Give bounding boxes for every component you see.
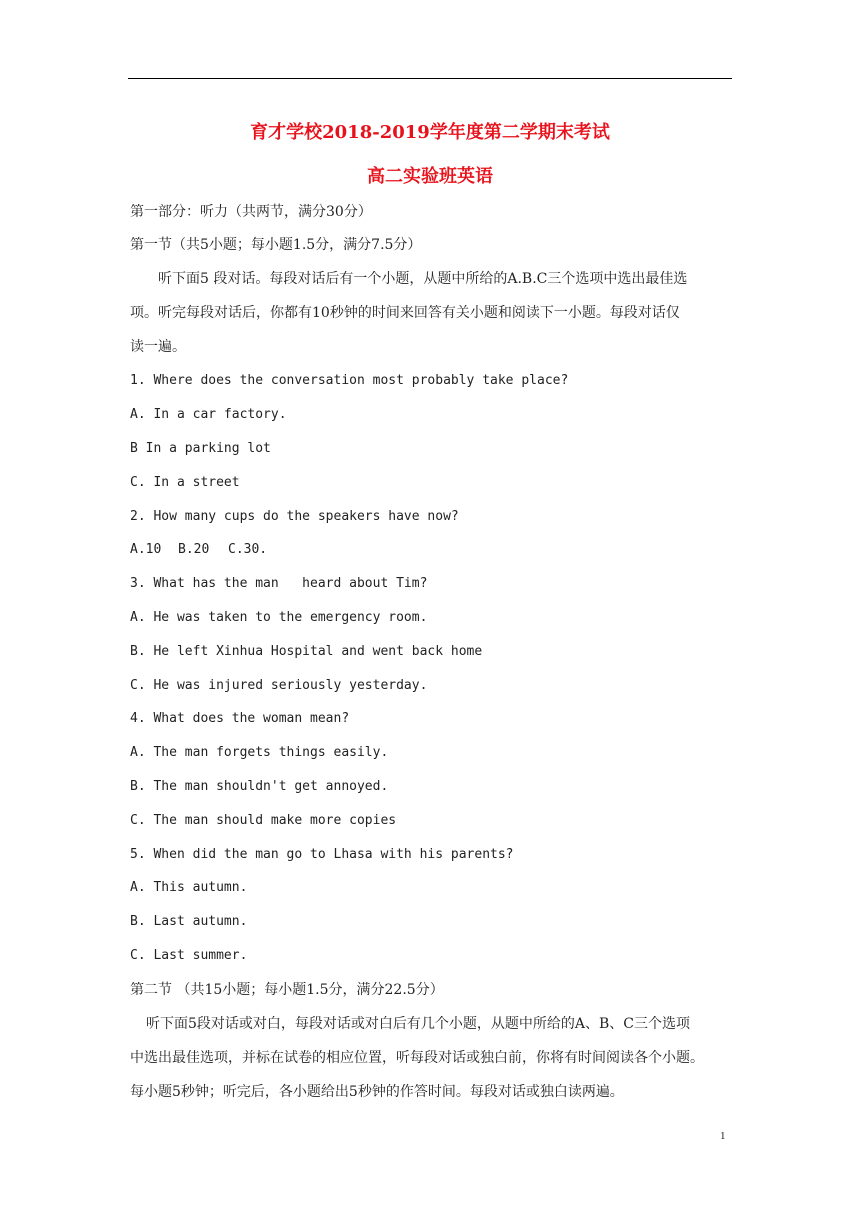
question-option: B In a parking lot [130,441,271,456]
question-option: B. The man shouldn't get annoyed. [130,779,389,794]
question-option: C. Last summer. [130,948,248,963]
section2-heading: 第二节 （共15小题；每小题1.5分，满分22.5分） [130,982,444,998]
question-option: C. The man should make more copies [130,813,397,828]
question-stem: 1. Where does the conversation most probably take place? [130,373,569,388]
question-option: A. The man forgets things easily. [130,745,389,760]
page-number: 1 [720,1130,726,1142]
question-option: A. He was taken to the emergency room. [130,610,428,625]
question-option: B.20 [178,542,210,557]
question-stem: 5. When did the man go to Lhasa with his parents? [130,847,514,862]
section2-instruction-line: 听下面5段对话或对白，每段对话或对白后有几个小题，从题中所给的A、B、C三个选项 [146,1016,691,1032]
section1-heading: 第一节（共5小题；每小题1.5分，满分7.5分） [130,237,422,253]
question-option: C. He was injured seriously yesterday. [130,678,428,693]
question-option: B. He left Xinhua Hospital and went back home [130,644,483,659]
question-stem: 2. How many cups do the speakers have now? [130,509,459,524]
section1-instruction-line: 项。听完每段对话后，你都有10秒钟的时间来回答有关小题和阅读下一小题。每段对话仅 [130,305,680,321]
exam-subtitle: 高二实验班英语 [367,166,493,187]
section2-instruction-line: 中选出最佳选项，并标在试卷的相应位置，听每段对话或独白前，你将有时间阅读各个小题。 [130,1050,704,1066]
question-option: C.30. [228,542,268,557]
question-option: A. This autumn. [130,880,248,895]
question-option: C. In a street [130,475,240,490]
section1-instruction-line: 读一遍。 [130,339,186,355]
inline-options [130,541,267,559]
exam-title: 育才学校2018-2019学年度第二学期末考试 [250,122,610,143]
part1-heading: 第一部分：听力（共两节，满分30分） [130,204,372,220]
question-option: A.10 [130,542,162,557]
question-option: B. Last autumn. [130,914,248,929]
question-stem: 3. What has the man heard about Tim? [130,576,428,591]
question-option: A. In a car factory. [130,407,287,422]
question-stem: 4. What does the woman mean? [130,711,350,726]
header-rule [128,78,732,79]
section1-instruction-line: 听下面5 段对话。每段对话后有一个小题，从题中所给的A.B.C三个选项中选出最佳选 [158,271,688,287]
section2-instruction-line: 每小题5秒钟；听完后，各小题给出5秒钟的作答时间。每段对话或独白读两遍。 [130,1084,624,1100]
